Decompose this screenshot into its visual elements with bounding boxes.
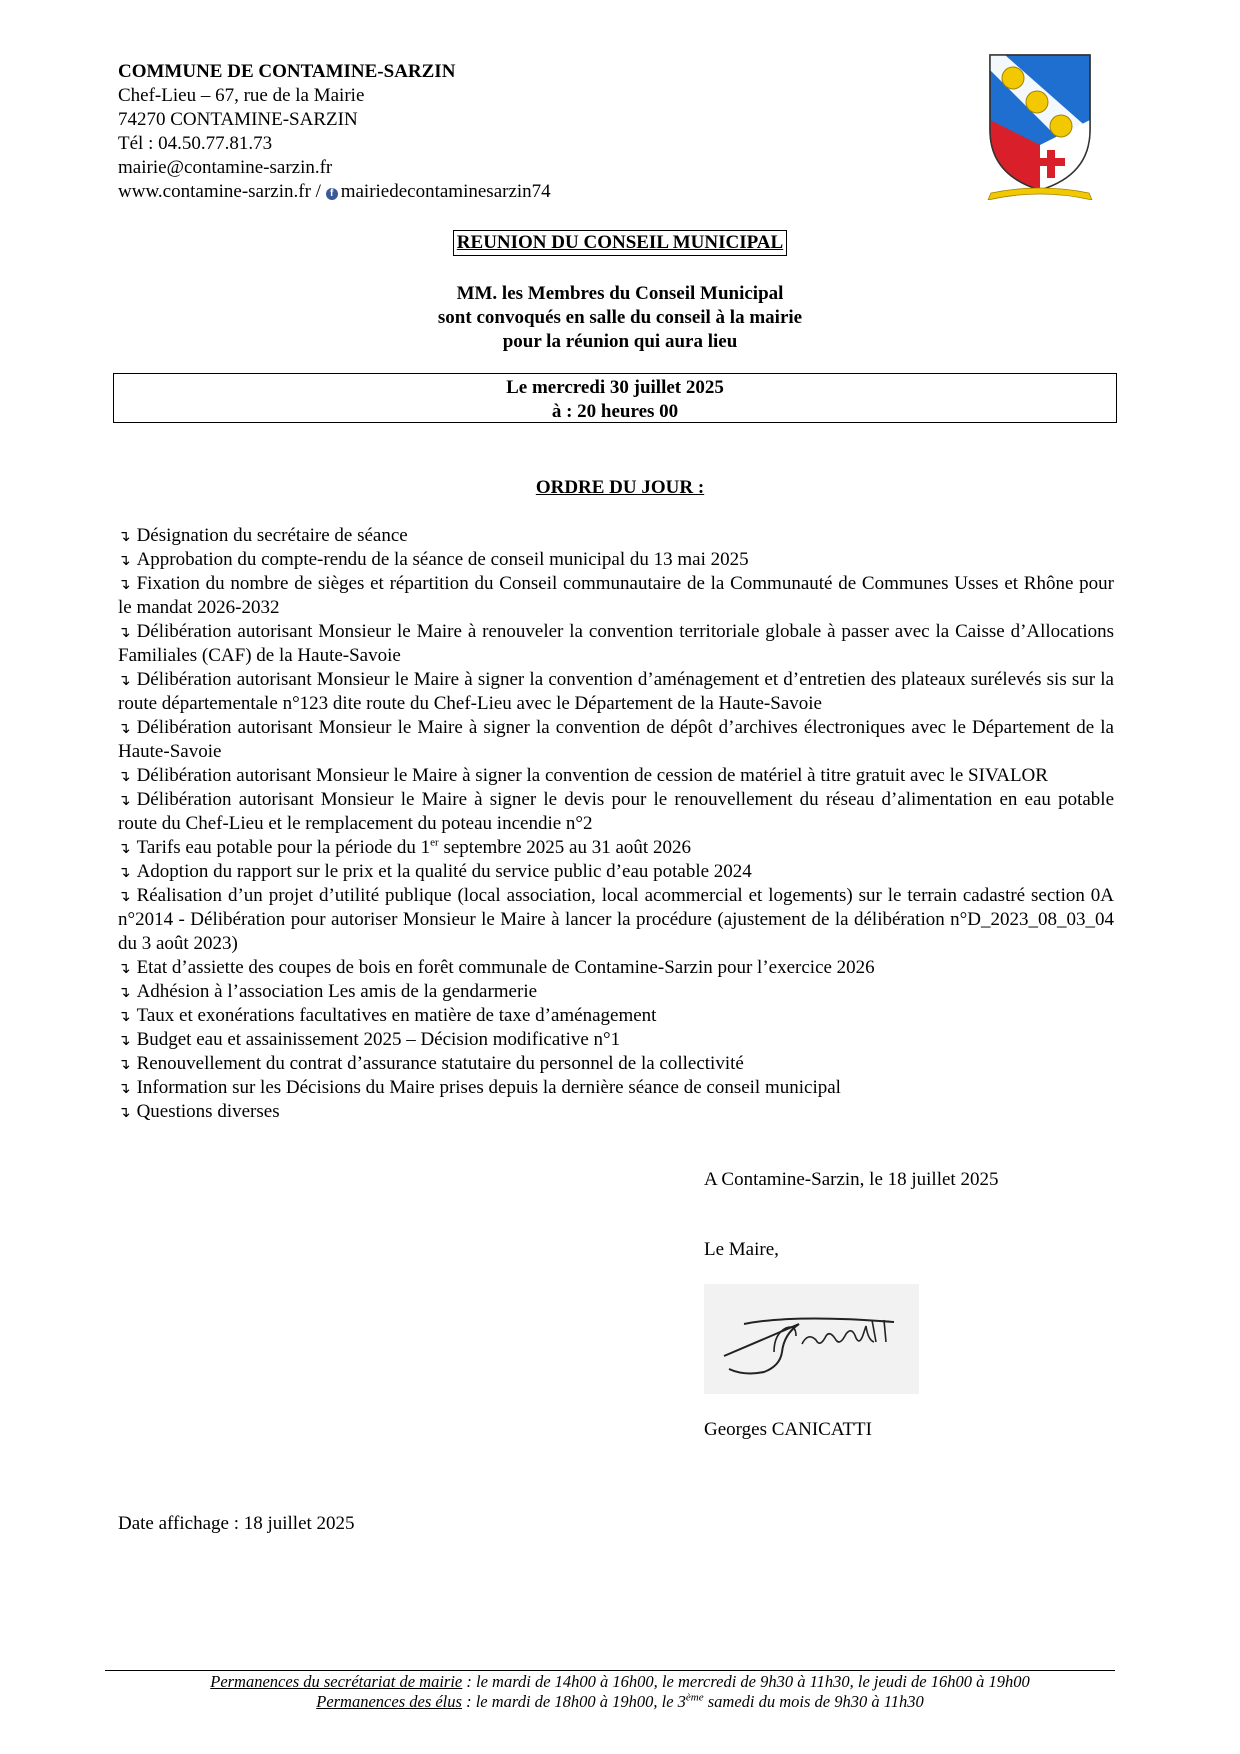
agenda-item [118,620,1114,668]
hooked-arrow-icon: ↴ [118,623,131,641]
meeting-date: Le mercredi 30 juillet 2025 [506,377,724,398]
secretariat-text: : le mardi de 14h00 à 16h00, le mercredi de 9h30 à 11h30, le jeudi de 16h00 à 19h00 [462,1672,1030,1691]
agenda-item [118,524,1114,548]
elected-text-a: : le mardi de 18h00 à 19h00, le 3 [461,1692,686,1711]
agenda-item-text: Délibération autorisant Monsieur le Maire à signer le devis pour le renouvellement du réseau d’alimentation en eau potable route du Chef-Lieu et le remplacement du poteau incendie n°2 [118,789,1114,834]
mayor-signature [704,1284,919,1394]
website-link[interactable]: www.contamine-sarzin.fr / [118,181,321,202]
web-line [118,180,818,204]
office-hours-footer [0,1672,1240,1712]
agenda-item-text: Etat d’assiette des coupes de bois en forêt communale de Contamine-Sarzin pour l’exercice 2026 [136,957,875,978]
hooked-arrow-icon: ↴ [118,1055,131,1073]
agenda-item [118,956,1114,980]
place-and-date: A Contamine-Sarzin, le 18 juillet 2025 [704,1169,999,1190]
agenda-item [118,1028,1114,1052]
hooked-arrow-icon: ↴ [118,527,131,545]
agenda-item-text: Adhésion à l’association Les amis de la gendarmerie [136,981,538,1002]
hooked-arrow-icon: ↴ [118,887,131,905]
agenda-item-text: Information sur les Décisions du Maire prises depuis la dernière séance de conseil municipal [136,1077,841,1098]
agenda-item-text: Désignation du secrétaire de séance [136,525,408,546]
agenda-item [118,572,1114,620]
facebook-icon: f [326,188,338,200]
commune-name: COMMUNE DE CONTAMINE-SARZIN [118,61,456,82]
intro-line: MM. les Membres du Conseil Municipal [456,283,784,304]
agenda-item-text: Approbation du compte-rendu de la séance de conseil municipal du 13 mai 2025 [136,549,749,570]
agenda-item [118,764,1114,788]
agenda-item-text: Délibération autorisant Monsieur le Maire à renouveler la convention territoriale globale à passer avec la Caisse d’Allocations Familiales (CAF) de la Haute-Savoie [118,621,1114,666]
meeting-date-box [113,373,1117,423]
hooked-arrow-icon: ↴ [118,983,131,1001]
secretariat-label: Permanences du secrétariat de mairie [210,1672,463,1691]
agenda-item-text: Réalisation d’un projet d’utilité publique (local association, local acommercial et logements) sur le terrain cadastré section 0A n°2014 - Délibération pour autoriser Monsieur le Maire à lancer la procédure (ajustement de la délibération n°D_2023_08_03_04 du 3 août 2023) [118,885,1114,954]
intro-line: pour la réunion qui aura lieu [502,331,738,352]
agenda-item [118,1076,1114,1100]
agenda-item-text: Tarifs eau potable pour la période du 1er septembre 2025 au 31 août 2026 [136,836,691,858]
agenda-item [118,836,1114,860]
elected-label: Permanences des élus [316,1692,462,1711]
hooked-arrow-icon: ↴ [118,1079,131,1097]
agenda-item-text: Budget eau et assainissement 2025 – Décision modificative n°1 [136,1029,621,1050]
hooked-arrow-icon: ↴ [118,791,131,809]
elected-hours [0,1692,1240,1712]
agenda-item-text: Délibération autorisant Monsieur le Maire à signer la convention de cession de matériel à titre gratuit avec le SIVALOR [136,765,1048,786]
hooked-arrow-icon: ↴ [118,1103,131,1121]
agenda-item-text: Délibération autorisant Monsieur le Maire à signer la convention de dépôt d’archives électroniques avec le Département de la Haute-Savoie [118,717,1114,762]
agenda-item-text: Renouvellement du contrat d’assurance statutaire du personnel de la collectivité [136,1053,744,1074]
agenda-list [118,524,1114,1124]
hooked-arrow-icon: ↴ [118,575,131,593]
agenda-item-text: Délibération autorisant Monsieur le Maire à signer la convention d’aménagement et d’entretien des plateaux surélevés sis sur la route départementale n°123 dite route du Chef-Lieu avec le Département de la Haute-Savoie [118,669,1114,714]
email-link[interactable]: mairie@contamine-sarzin.fr [118,157,333,178]
agenda-item-text: Fixation du nombre de sièges et répartition du Conseil communautaire de la Communauté de Communes Usses et Rhône pour le mandat 2026-2032 [118,573,1114,618]
agenda-title: ORDRE DU JOUR : [535,477,705,498]
footer-divider [105,1670,1115,1671]
agenda-item [118,548,1114,572]
mayor-label: Le Maire, [704,1239,779,1260]
hooked-arrow-icon: ↴ [118,1007,131,1025]
phone: Tél : 04.50.77.81.73 [118,133,273,154]
agenda-item [118,668,1114,716]
hooked-arrow-icon: ↴ [118,863,131,881]
agenda-item [118,860,1114,884]
hooked-arrow-icon: ↴ [118,551,131,569]
agenda-item-text: Taux et exonérations facultatives en matière de taxe d’aménagement [136,1005,657,1026]
hooked-arrow-icon: ↴ [118,839,131,857]
letterhead [118,60,818,204]
hooked-arrow-icon: ↴ [118,767,131,785]
facebook-handle[interactable]: mairiedecontaminesarzin74 [340,181,551,202]
coat-of-arms-logo [985,50,1095,200]
agenda-item [118,1052,1114,1076]
meeting-title: REUNION DU CONSEIL MUNICIPAL [453,230,787,256]
intro-line: sont convoqués en salle du conseil à la mairie [437,307,803,328]
mayor-name: Georges CANICATTI [704,1419,872,1440]
agenda-item [118,980,1114,1004]
agenda-item-text: Adoption du rapport sur le prix et la qualité du service public d’eau potable 2024 [136,861,752,882]
agenda-item [118,716,1114,764]
hooked-arrow-icon: ↴ [118,1031,131,1049]
meeting-title-box [0,230,1240,256]
hooked-arrow-icon: ↴ [118,959,131,977]
agenda-item [118,788,1114,836]
posting-date: Date affichage : 18 juillet 2025 [118,1513,355,1534]
address-line-1: Chef-Lieu – 67, rue de la Mairie [118,85,365,106]
elected-sup: ème [685,1691,704,1704]
meeting-time: à : 20 heures 00 [551,401,679,422]
agenda-item [118,1004,1114,1028]
convocation-intro [0,282,1240,354]
hooked-arrow-icon: ↴ [118,719,131,737]
secretariat-hours [0,1672,1240,1692]
hooked-arrow-icon: ↴ [118,671,131,689]
agenda-item [118,884,1114,956]
agenda-item-text: Questions diverses [136,1101,280,1122]
agenda-item [118,1100,1114,1124]
address-line-2: 74270 CONTAMINE-SARZIN [118,109,358,130]
elected-text-b: samedi du mois de 9h30 à 11h30 [703,1692,924,1711]
